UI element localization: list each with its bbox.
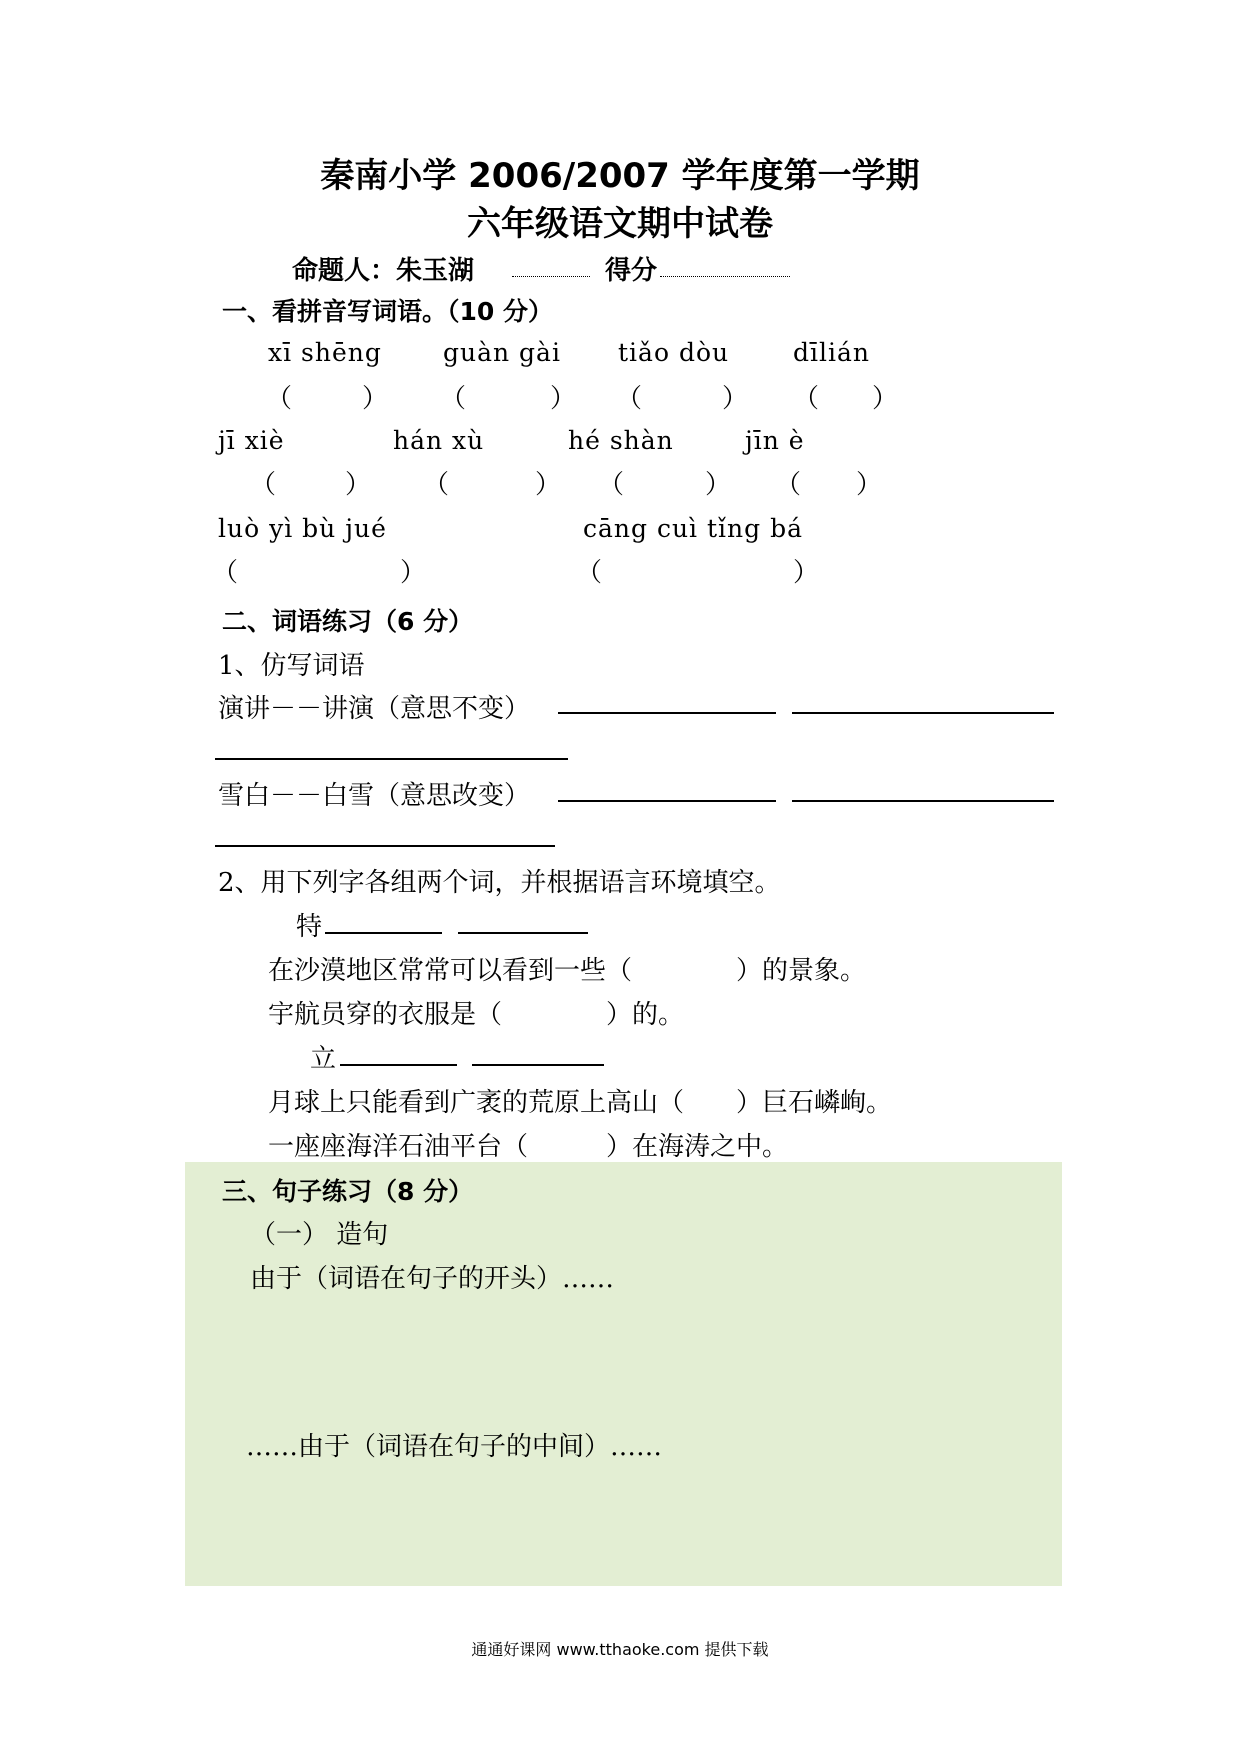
paren-open: （ <box>423 470 450 500</box>
paren-close: ） <box>400 558 427 588</box>
answer-line <box>558 800 776 802</box>
paren-open: （ <box>793 384 820 414</box>
section3-item1: 由于（词语在句子的开头）…… <box>250 1264 615 1294</box>
paren-close: ） <box>535 470 562 500</box>
paren-open: （ <box>250 470 277 500</box>
paren-open: （ <box>576 558 603 588</box>
q2-char-te: 特 <box>296 912 323 942</box>
answer-line <box>792 800 1054 802</box>
section3-item2: ……由于（词语在句子的中间）…… <box>246 1432 663 1462</box>
paren-close: ） <box>856 470 883 500</box>
author-label: 命题人：朱玉湖 <box>292 256 475 286</box>
paren-close: ） <box>705 470 732 500</box>
q2-sentence3: 月球上只能看到广袤的荒原上高山（ ）巨石嶙峋。 <box>268 1088 893 1118</box>
q2-sentence4: 一座座海洋石油平台（ ）在海涛之中。 <box>268 1132 789 1162</box>
pinyin-item: dīlián <box>793 338 870 367</box>
author-dotted-line <box>512 276 590 277</box>
pinyin-item: guàn gài <box>443 338 561 367</box>
score-label: 得分 <box>605 256 658 286</box>
answer-line <box>325 932 442 934</box>
paren-open: （ <box>775 470 802 500</box>
section2-heading: 二、词语练习（6 分） <box>222 607 474 636</box>
paren-open: （ <box>212 558 239 588</box>
paren-close: ） <box>362 384 389 414</box>
pinyin-item: cāng cuì tǐng bá <box>583 514 804 543</box>
paren-close: ） <box>793 558 820 588</box>
answer-line <box>340 1064 457 1066</box>
pinyin-item: jīn è <box>745 426 805 455</box>
answer-line <box>472 1064 604 1066</box>
paren-close: ） <box>722 384 749 414</box>
q2-sentence1: 在沙漠地区常常可以看到一些（ ）的景象。 <box>268 956 867 986</box>
answer-line <box>215 845 555 847</box>
section3-heading: 三、句子练习（8 分） <box>222 1177 474 1206</box>
q2-title: 2、用下列字各组两个词，并根据语言环境填空。 <box>218 868 781 898</box>
answer-line <box>215 758 568 760</box>
pinyin-item: xī shēng <box>268 338 382 367</box>
answer-line <box>458 932 588 934</box>
paren-open: （ <box>616 384 643 414</box>
answer-line <box>558 712 776 714</box>
page-title-line2: 六年级语文期中试卷 <box>467 204 773 244</box>
pinyin-item: hé shàn <box>568 426 674 455</box>
section1-heading: 一、看拼音写词语。（10 分） <box>222 297 553 326</box>
paren-close: ） <box>345 470 372 500</box>
pinyin-item: jī xiè <box>218 426 285 455</box>
score-dotted-line <box>660 276 790 277</box>
q2-sentence2: 宇航员穿的衣服是（ ）的。 <box>268 1000 685 1030</box>
paren-close: ） <box>872 384 899 414</box>
paren-open: （ <box>440 384 467 414</box>
paren-close: ） <box>550 384 577 414</box>
q2-char-li: 立 <box>310 1044 337 1074</box>
section3-sub1: （一） 造句 <box>250 1220 389 1250</box>
answer-line <box>792 712 1054 714</box>
pinyin-item: tiǎo dòu <box>618 338 730 367</box>
pinyin-item: luò yì bù jué <box>218 514 387 543</box>
q1-example2: 雪白－－白雪（意思改变） <box>218 781 531 811</box>
page-title-line1: 秦南小学 2006/2007 学年度第一学期 <box>320 156 920 196</box>
q1-title: 1、仿写词语 <box>218 651 365 681</box>
paren-open: （ <box>598 470 625 500</box>
q1-example1: 演讲－－讲演（意思不变） <box>218 694 531 724</box>
paren-open: （ <box>266 384 293 414</box>
pinyin-item: hán xù <box>393 426 485 455</box>
page-footer: 通通好课网 www.tthaoke.com 提供下载 <box>471 1640 769 1659</box>
